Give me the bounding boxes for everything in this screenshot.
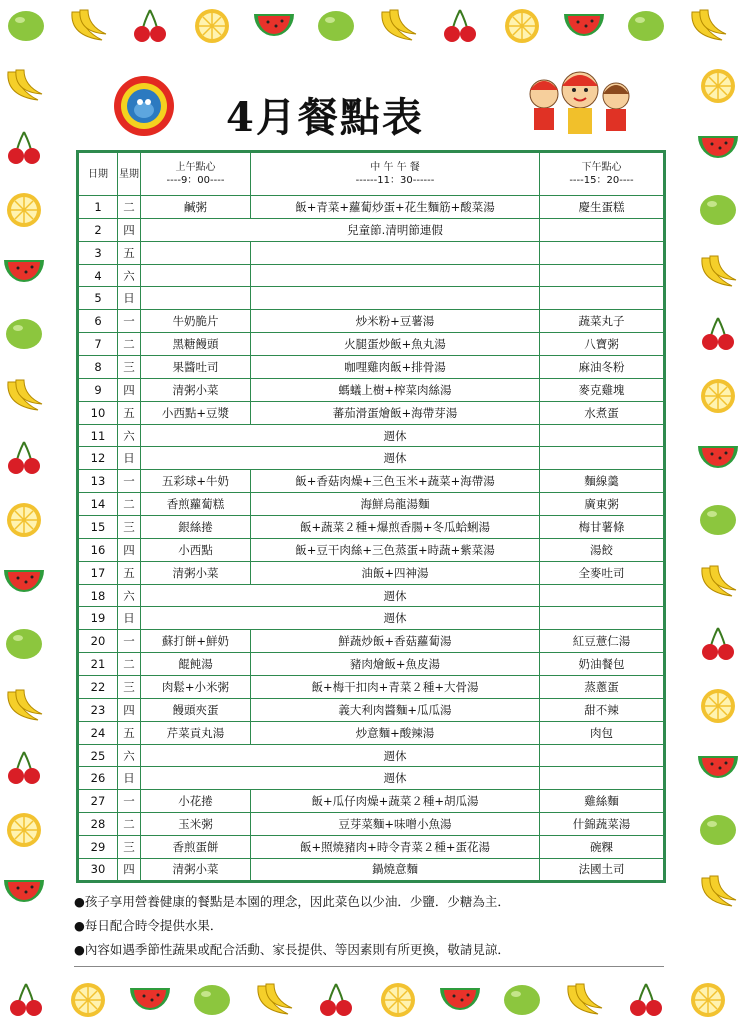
cell-date: 20: [78, 630, 118, 653]
note-item: ●內容如遇季節性蔬果或配合活動、家長提供、等因素則有所更換，敬請見諒．: [74, 942, 510, 957]
cell-afternoon: [540, 241, 665, 264]
cell-afternoon: [540, 584, 665, 607]
cell-afternoon: 甜不辣: [540, 698, 665, 721]
cell-afternoon: 麻油冬粉: [540, 356, 665, 379]
lime-icon: [314, 6, 358, 46]
cell-lunch: 鮮蔬炒飯+香菇蘿蔔湯: [251, 630, 540, 653]
cell-date: 3: [78, 241, 118, 264]
cell-lunch: 鍋燒意麵: [251, 858, 540, 881]
cell-morning: 果醬吐司: [141, 356, 251, 379]
cell-lunch: 火腿蛋炒飯+魚丸湯: [251, 333, 540, 356]
cell-weekday: 一: [118, 470, 141, 493]
cell-afternoon: 紅豆薏仁湯: [540, 630, 665, 653]
cherry-icon: [314, 980, 358, 1020]
cell-weekday: 四: [118, 378, 141, 401]
watermelon-icon: [128, 980, 172, 1020]
cell-date: 29: [78, 836, 118, 859]
cell-lunch: 飯+蔬菜２種+爆煎香腸+冬瓜蛤蜊湯: [251, 516, 540, 539]
cell-afternoon: 八寶粥: [540, 333, 665, 356]
watermelon-icon: [2, 562, 46, 602]
table-row: [78, 310, 665, 333]
cell-weekday: 四: [118, 538, 141, 561]
cell-weekday: 六: [118, 584, 141, 607]
cell-date: 25: [78, 744, 118, 767]
table-row: [78, 333, 665, 356]
cell-lunch: [251, 241, 540, 264]
table-row: [78, 538, 665, 561]
watermelon-icon: [696, 438, 740, 478]
bottom-divider: [74, 966, 664, 967]
cell-weekday: 四: [118, 858, 141, 881]
cell-afternoon: 蒸蔥蛋: [540, 676, 665, 699]
cell-morning: 蘇打餅+鮮奶: [141, 630, 251, 653]
cell-morning: 牛奶脆片: [141, 310, 251, 333]
cell-weekday: 四: [118, 218, 141, 241]
cell-weekday: 五: [118, 561, 141, 584]
cell-afternoon: 肉包: [540, 721, 665, 744]
cell-lunch: 飯+青菜+蘿蔔炒蛋+花生麵筋+酸菜湯: [251, 196, 540, 219]
watermelon-icon: [252, 6, 296, 46]
cell-morning: [141, 241, 251, 264]
cell-weekday: 六: [118, 424, 141, 447]
table-row: [78, 378, 665, 401]
col-afternoon-time: ----15：20----: [569, 175, 634, 186]
cell-weekday: 一: [118, 790, 141, 813]
cell-date: 16: [78, 538, 118, 561]
table-row: [78, 607, 665, 630]
cell-afternoon: [540, 218, 665, 241]
cell-afternoon: [540, 767, 665, 790]
cell-afternoon: 麥克雞塊: [540, 378, 665, 401]
watermelon-icon: [2, 252, 46, 292]
table-row: [78, 218, 665, 241]
cell-morning: 芹菜貢丸湯: [141, 721, 251, 744]
cell-lunch: 海鮮烏龍湯麵: [251, 493, 540, 516]
cell-date: 17: [78, 561, 118, 584]
lime-icon: [2, 624, 46, 664]
cherry-icon: [696, 314, 740, 354]
page-title: 4月餐點表: [226, 94, 424, 141]
cell-lunch: 炒米粉+豆薯湯: [251, 310, 540, 333]
cell-lunch: 飯+照燒豬肉+時令青菜２種+蛋花湯: [251, 836, 540, 859]
cell-date: 24: [78, 721, 118, 744]
lemon-icon: [2, 500, 46, 540]
cell-lunch: 週休: [141, 584, 540, 607]
lime-icon: [696, 500, 740, 540]
banana-icon: [376, 6, 420, 46]
table-row: [78, 424, 665, 447]
cell-lunch: 義大利肉醬麵+瓜瓜湯: [251, 698, 540, 721]
cell-afternoon: [540, 264, 665, 287]
cell-lunch: [251, 264, 540, 287]
cell-date: 15: [78, 516, 118, 539]
cell-lunch: 螞蟻上樹+榨菜肉絲湯: [251, 378, 540, 401]
cell-lunch: 炒意麵+酸辣湯: [251, 721, 540, 744]
cell-date: 13: [78, 470, 118, 493]
table-row: [78, 676, 665, 699]
lemon-icon: [686, 980, 730, 1020]
cell-morning: 小花捲: [141, 790, 251, 813]
cell-morning: 清粥小菜: [141, 858, 251, 881]
table-row: [78, 836, 665, 859]
cell-weekday: 日: [118, 447, 141, 470]
cherry-icon: [2, 128, 46, 168]
note-item: ●孩子享用營養健康的餐點是本園的理念，因此菜色以少油．少鹽．少糖為主．: [74, 894, 510, 909]
col-morning: [141, 152, 251, 196]
banana-icon: [696, 562, 740, 602]
cell-weekday: 二: [118, 813, 141, 836]
cell-weekday: 一: [118, 630, 141, 653]
cell-lunch: 週休: [141, 607, 540, 630]
cell-date: 21: [78, 653, 118, 676]
cell-date: 18: [78, 584, 118, 607]
cell-lunch: 飯+香菇肉燥+三色玉米+蔬菜+海帶湯: [251, 470, 540, 493]
table-row: [78, 196, 665, 219]
cell-date: 4: [78, 264, 118, 287]
cell-lunch: 飯+梅干扣肉+青菜２種+大骨湯: [251, 676, 540, 699]
banana-icon: [2, 66, 46, 106]
header-row: [78, 152, 665, 196]
lemon-icon: [500, 6, 544, 46]
cell-morning: 小西點: [141, 538, 251, 561]
cell-afternoon: [540, 607, 665, 630]
lime-icon: [696, 190, 740, 230]
cell-date: 8: [78, 356, 118, 379]
cherry-icon: [438, 6, 482, 46]
cell-date: 9: [78, 378, 118, 401]
cherry-icon: [2, 748, 46, 788]
lemon-icon: [2, 810, 46, 850]
cell-morning: 餛飩湯: [141, 653, 251, 676]
cell-lunch: 週休: [141, 447, 540, 470]
cell-afternoon: 雞絲麵: [540, 790, 665, 813]
cell-date: 7: [78, 333, 118, 356]
cell-afternoon: 全麥吐司: [540, 561, 665, 584]
col-morning-label: 上午點心: [175, 162, 216, 173]
cell-morning: [141, 264, 251, 287]
banana-icon: [66, 6, 110, 46]
table-row: [78, 470, 665, 493]
cell-afternoon: 湯餃: [540, 538, 665, 561]
cell-lunch: 豆芽菜麵+味噌小魚湯: [251, 813, 540, 836]
cell-date: 27: [78, 790, 118, 813]
cell-afternoon: 碗粿: [540, 836, 665, 859]
kids-illustration: [520, 64, 640, 138]
cell-afternoon: [540, 287, 665, 310]
cell-morning: 五彩球+牛奶: [141, 470, 251, 493]
table-row: [78, 698, 665, 721]
cell-weekday: 三: [118, 836, 141, 859]
table-row: [78, 813, 665, 836]
banana-icon: [2, 686, 46, 726]
cell-afternoon: 梅甘薯條: [540, 516, 665, 539]
table-row: [78, 721, 665, 744]
cell-weekday: 六: [118, 744, 141, 767]
watermelon-icon: [696, 128, 740, 168]
cell-lunch: 蕃茄滑蛋燴飯+海帶芽湯: [251, 401, 540, 424]
school-logo: [112, 74, 176, 138]
cell-weekday: 四: [118, 698, 141, 721]
cell-date: 14: [78, 493, 118, 516]
cell-lunch: 豬肉燴飯+魚皮湯: [251, 653, 540, 676]
cell-morning: 香煎蘿蔔糕: [141, 493, 251, 516]
banana-icon: [696, 252, 740, 292]
cell-lunch: 週休: [141, 744, 540, 767]
cell-date: 11: [78, 424, 118, 447]
cell-afternoon: 蔬菜丸子: [540, 310, 665, 333]
cell-morning: 清粥小菜: [141, 561, 251, 584]
lemon-icon: [696, 686, 740, 726]
lemon-icon: [696, 376, 740, 416]
col-lunch-label: 中 午 午 餐: [370, 162, 420, 173]
cell-date: 26: [78, 767, 118, 790]
cell-date: 12: [78, 447, 118, 470]
cell-date: 30: [78, 858, 118, 881]
cell-lunch: [251, 287, 540, 310]
lemon-icon: [66, 980, 110, 1020]
cell-date: 28: [78, 813, 118, 836]
cherry-icon: [4, 980, 48, 1020]
table-row: [78, 287, 665, 310]
lemon-icon: [2, 190, 46, 230]
lemon-icon: [190, 6, 234, 46]
watermelon-icon: [438, 980, 482, 1020]
table-row: [78, 493, 665, 516]
banana-icon: [686, 6, 730, 46]
lime-icon: [696, 810, 740, 850]
cell-lunch: 咖哩雞肉飯+排骨湯: [251, 356, 540, 379]
lime-icon: [4, 6, 48, 46]
cell-morning: 香煎蛋餅: [141, 836, 251, 859]
table-row: [78, 241, 665, 264]
cell-morning: [141, 287, 251, 310]
cell-weekday: 一: [118, 310, 141, 333]
cell-weekday: 二: [118, 653, 141, 676]
watermelon-icon: [562, 6, 606, 46]
cell-afternoon: 什錦蔬菜湯: [540, 813, 665, 836]
lime-icon: [500, 980, 544, 1020]
cell-afternoon: [540, 744, 665, 767]
cell-weekday: 三: [118, 516, 141, 539]
cherry-icon: [128, 6, 172, 46]
cell-weekday: 五: [118, 241, 141, 264]
cell-date: 1: [78, 196, 118, 219]
cell-afternoon: 麵線羹: [540, 470, 665, 493]
lime-icon: [190, 980, 234, 1020]
cell-weekday: 二: [118, 493, 141, 516]
cell-lunch: 油飯+四神湯: [251, 561, 540, 584]
col-morning-time: ----9：00----: [166, 175, 225, 186]
cell-lunch: 飯+瓜仔肉燥+蔬菜２種+胡瓜湯: [251, 790, 540, 813]
cell-lunch: 週休: [141, 767, 540, 790]
banana-icon: [562, 980, 606, 1020]
col-weekday: 星期: [118, 152, 141, 196]
col-afternoon: [540, 152, 665, 196]
cell-date: 5: [78, 287, 118, 310]
table-row: [78, 356, 665, 379]
cell-morning: 鹹粥: [141, 196, 251, 219]
table-row: [78, 516, 665, 539]
watermelon-icon: [2, 872, 46, 912]
cell-weekday: 二: [118, 196, 141, 219]
cell-date: 22: [78, 676, 118, 699]
cell-morning: 黑糖饅頭: [141, 333, 251, 356]
cell-weekday: 日: [118, 287, 141, 310]
cell-date: 23: [78, 698, 118, 721]
note-item: ●每日配合時令提供水果．: [74, 918, 223, 933]
table-row: [78, 858, 665, 881]
cell-afternoon: 奶油餐包: [540, 653, 665, 676]
table-row: [78, 790, 665, 813]
cherry-icon: [624, 980, 668, 1020]
cell-weekday: 三: [118, 676, 141, 699]
cell-morning: 銀絲捲: [141, 516, 251, 539]
lemon-icon: [376, 980, 420, 1020]
table-row: [78, 447, 665, 470]
cell-afternoon: 廣東粥: [540, 493, 665, 516]
cell-lunch: 飯+豆干肉絲+三色蒸蛋+時蔬+紫菜湯: [251, 538, 540, 561]
table-row: [78, 401, 665, 424]
watermelon-icon: [696, 748, 740, 788]
table-row: [78, 630, 665, 653]
col-lunch: [251, 152, 540, 196]
cell-afternoon: 水煮蛋: [540, 401, 665, 424]
cell-morning: 饅頭夾蛋: [141, 698, 251, 721]
cell-morning: 玉米粥: [141, 813, 251, 836]
cell-afternoon: 法國土司: [540, 858, 665, 881]
cell-date: 10: [78, 401, 118, 424]
cell-afternoon: [540, 424, 665, 447]
col-lunch-time: ------11：30------: [355, 175, 435, 186]
table-row: [78, 561, 665, 584]
cell-weekday: 五: [118, 721, 141, 744]
cell-date: 2: [78, 218, 118, 241]
cherry-icon: [2, 438, 46, 478]
table-row: [78, 264, 665, 287]
banana-icon: [2, 376, 46, 416]
cell-morning: 清粥小菜: [141, 378, 251, 401]
cell-lunch: 週休: [141, 424, 540, 447]
cell-afternoon: [540, 447, 665, 470]
banana-icon: [252, 980, 296, 1020]
cell-morning: 小西點+豆漿: [141, 401, 251, 424]
cell-weekday: 日: [118, 767, 141, 790]
cell-afternoon: 慶生蛋糕: [540, 196, 665, 219]
lime-icon: [624, 6, 668, 46]
lemon-icon: [696, 66, 740, 106]
cell-weekday: 三: [118, 356, 141, 379]
cell-lunch: 兒童節.清明節連假: [141, 218, 540, 241]
cell-morning: 肉鬆+小米粥: [141, 676, 251, 699]
col-afternoon-label: 下午點心: [581, 162, 622, 173]
notes: [74, 890, 674, 962]
col-date: 日期: [78, 152, 118, 196]
cherry-icon: [696, 624, 740, 664]
cell-weekday: 日: [118, 607, 141, 630]
lime-icon: [2, 314, 46, 354]
table-row: [78, 653, 665, 676]
table-row: [78, 767, 665, 790]
cell-weekday: 二: [118, 333, 141, 356]
cell-weekday: 六: [118, 264, 141, 287]
menu-body: [78, 196, 665, 882]
table-row: [78, 744, 665, 767]
menu-table: [76, 150, 666, 883]
banana-icon: [696, 872, 740, 912]
cell-weekday: 五: [118, 401, 141, 424]
cell-date: 6: [78, 310, 118, 333]
cell-date: 19: [78, 607, 118, 630]
table-row: [78, 584, 665, 607]
